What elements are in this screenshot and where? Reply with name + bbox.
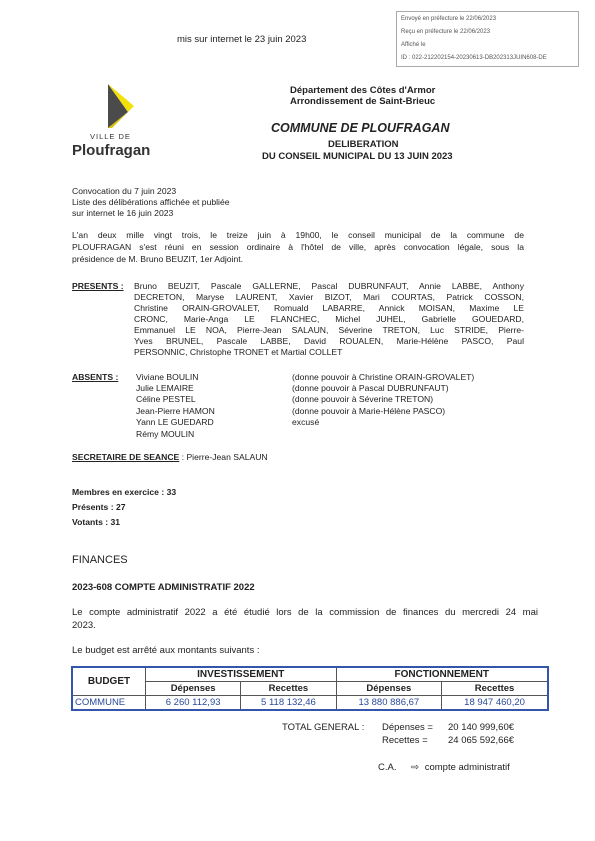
fonc-depenses-value: 13 880 886,67	[336, 696, 442, 711]
presents-line: Christine ORAIN-GROVALET, Romuald LABARRE, Annick MOISAN, Maxime LE	[134, 303, 524, 313]
ca-meaning: compte administratif	[424, 762, 510, 773]
intro-line: présidence de M. Bruno BEUZIT, 1er Adjoint.	[72, 254, 244, 264]
paragraph-line: 2023.	[72, 620, 96, 631]
fonc-recettes-value: 18 947 460,20	[442, 696, 548, 711]
secretaire-label: SECRETAIRE DE SEANCE	[72, 452, 180, 462]
online-publication-note: mis sur internet le 23 juin 2023	[177, 34, 307, 45]
logo-ploufragan: Ploufragan	[72, 142, 151, 159]
absent-name: Rémy MOULIN	[136, 429, 195, 439]
fonc-recettes-header: Recettes	[442, 682, 548, 696]
deliberation-item-title: 2023-608 COMPTE ADMINISTRATIF 2022	[72, 582, 255, 593]
convocation-liste: Liste des délibérations affichée et publiée	[72, 197, 230, 207]
header-arrondissement: Arrondissement de Saint-Brieuc	[290, 96, 436, 107]
total-general-label: TOTAL GENERAL :	[282, 722, 365, 733]
presents-line: PERSONNIC, Christophe TRONET et Martial COLLET	[134, 347, 343, 357]
membres-en-exercice: Membres en exercice : 33	[72, 487, 177, 497]
stamp-sent: Envoyé en préfecture le 22/06/2023	[401, 16, 497, 22]
secretaire-de-seance	[72, 452, 268, 463]
budget-intro: Le budget est arrêté aux montants suivants :	[72, 645, 260, 656]
absent-name: Julie LEMAIRE	[136, 383, 194, 393]
total-depenses-value: 20 140 999,60€	[448, 722, 515, 733]
arrow-right-icon: ⇨	[411, 762, 420, 773]
header-commune: COMMUNE DE PLOUFRAGAN	[271, 121, 450, 135]
header-conseil-date: DU CONSEIL MUNICIPAL DU 13 JUIN 2023	[262, 151, 453, 162]
col-fonctionnement-header: FONCTIONNEMENT	[336, 667, 548, 682]
absent-name: Viviane BOULIN	[136, 372, 199, 382]
stamp-id: ID : 022-212202154-20230613-DB202313JUIN608-DE	[401, 55, 547, 61]
presents-line: DECRETON, Maryse LAURENT, Xavier BIZOT, Mari COURTAS, Patrick COSSON,	[134, 292, 524, 302]
ville-logo	[72, 82, 162, 164]
presents-line: Emmanuel LE NOA, Pierre-Jean SALAUN, Séverine TRETON, Luc STRIDE, Pierre-	[134, 325, 524, 335]
absent-name: Céline PESTEL	[136, 394, 196, 404]
presents-label: PRESENTS :	[72, 281, 124, 291]
header-departement: Département des Côtes d'Armor	[290, 85, 436, 96]
absent-name: Yann LE GUEDARD	[136, 417, 214, 427]
absents-label: ABSENTS :	[72, 372, 119, 382]
intro-line: PLOUFRAGAN s'est réuni en session ordinaire à l'hôtel de ville, après convocation légale, sous la	[72, 242, 524, 252]
inv-recettes-header: Recettes	[241, 682, 336, 696]
logo-mark-icon	[94, 82, 154, 132]
presents-line: Yves BRUNEL, Pascale LABBE, David ROUALEN, Marie-Hélène PASCO, Paul	[134, 336, 524, 346]
intro-line: L'an deux mille vingt trois, le treize juin à 19h00, le conseil municipal de la commune de	[72, 230, 524, 240]
absent-note: (donne pouvoir à Séverine TRETON)	[292, 394, 434, 404]
col-investissement-header: INVESTISSEMENT	[146, 667, 337, 682]
inv-depenses-value: 6 260 112,93	[146, 696, 241, 711]
section-title: FINANCES	[72, 554, 128, 566]
absent-name: Jean-Pierre HAMON	[136, 406, 215, 416]
inv-depenses-header: Dépenses	[146, 682, 241, 696]
ca-legend	[378, 762, 510, 773]
presents-line: CRONC, Marie-Anga LE FLANCHEC, Michel JUHEL, Gabrielle GOUEDARD,	[134, 314, 524, 324]
membres-votants: Votants : 31	[72, 517, 121, 527]
convocation-publication: sur internet le 16 juin 2023	[72, 208, 174, 218]
fonc-depenses-header: Dépenses	[336, 682, 442, 696]
absent-note: excusé	[292, 417, 320, 427]
absent-note: (donne pouvoir à Christine ORAIN-GROVALET)	[292, 372, 475, 382]
paragraph-line: Le compte administratif 2022 a été étudié lors de la commission de finances du mercredi 24 mai	[72, 607, 538, 618]
budget-table	[71, 666, 549, 711]
absent-note: (donne pouvoir à Pascal DUBRUNFAUT)	[292, 383, 449, 393]
stamp-received: Reçu en préfecture le 22/06/2023	[401, 29, 491, 35]
absent-note: (donne pouvoir à Marie-Hélène PASCO)	[292, 406, 446, 416]
total-depenses-label: Dépenses =	[382, 722, 433, 733]
header-deliberation: DELIBERATION	[328, 139, 399, 150]
inv-recettes-value: 5 118 132,46	[241, 696, 336, 711]
stamp-displayed: Affiché le	[401, 42, 426, 48]
prefecture-stamp	[396, 11, 579, 67]
secretaire-value: : Pierre-Jean SALAUN	[179, 452, 268, 462]
presents-line: Bruno BEUZIT, Pascale GALLERNE, Pascal DUBRUNFAUT, Annie LABBE, Anthony	[134, 281, 524, 291]
convocation-date: Convocation du 7 juin 2023	[72, 186, 177, 196]
total-recettes-value: 24 065 592,66€	[448, 735, 515, 746]
row-commune-label: COMMUNE	[72, 696, 146, 711]
col-budget-header: BUDGET	[72, 667, 146, 696]
membres-presents: Présents : 27	[72, 502, 126, 512]
logo-ville-de: VILLE DE	[90, 132, 131, 141]
total-recettes-label: Recettes =	[382, 735, 428, 746]
ca-abbrev: C.A.	[378, 762, 397, 773]
